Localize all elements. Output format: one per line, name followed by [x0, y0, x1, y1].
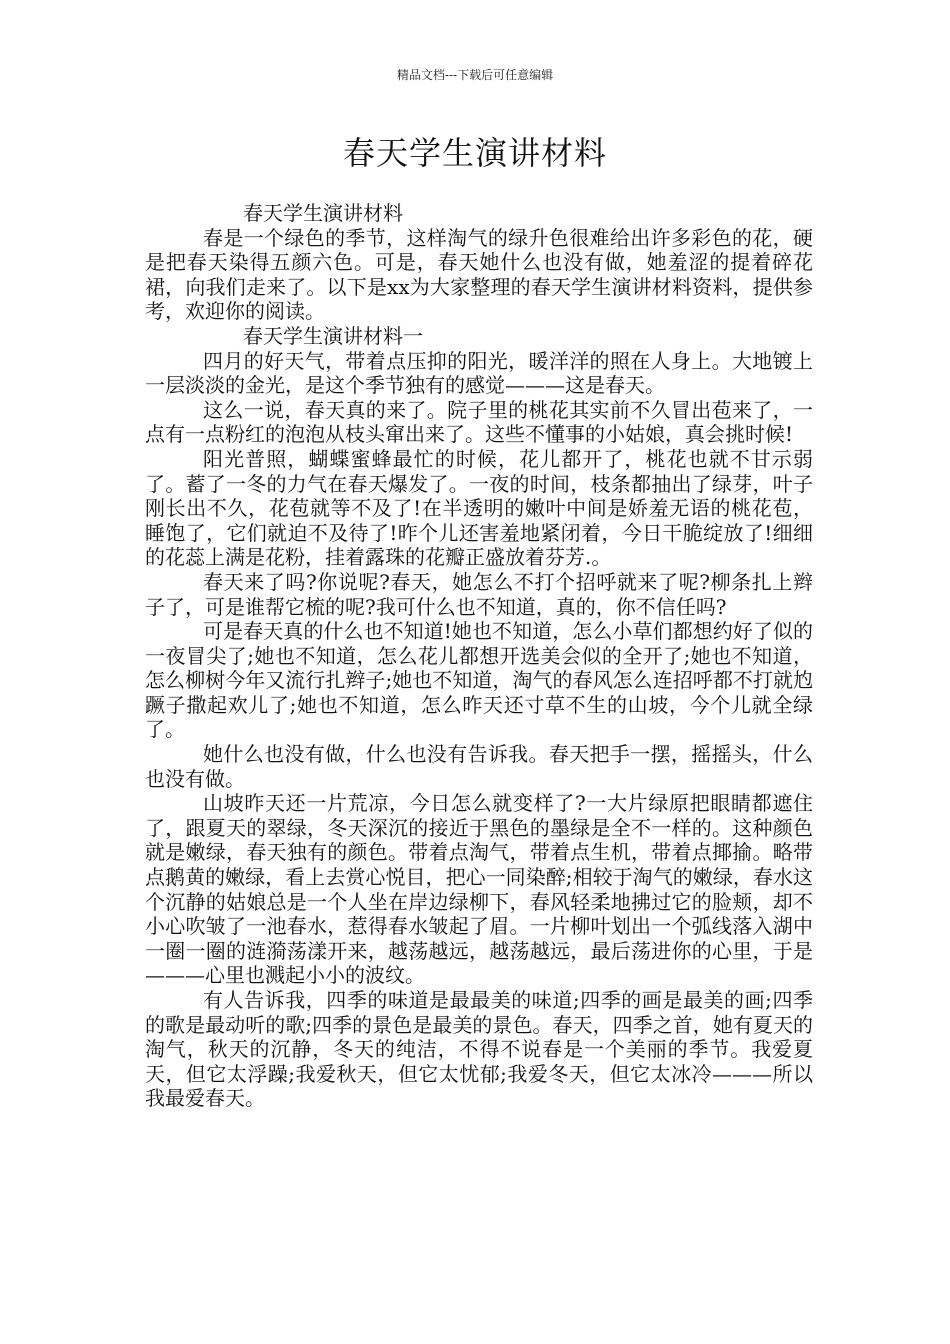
paragraph: 山坡昨天还一片荒凉，今日怎么就变样了?一大片绿原把眼睛都遮住了，跟夏天的翠绿，冬天深沉的接近于黑色的墨绿是全不一样的。这种颜色就是嫩绿，春天独有的颜色。带着点淘气，带着点生机，带着点揶揄。略带点鹅黄的嫩绿，看上去赏心悦目，把心一同染醉;相较于淘气的嫩绿，春水这个沉静的姑娘总是一个人坐在岸边绿柳下，春风轻柔地拂过它的脸颊，却不小心吹皱了一池春水，惹得春水皱起了眉。一片柳叶划出一个弧线落入湖中一圈一圈的涟漪荡漾开来，越荡越远，越荡越远，最后荡进你的心里，于是———心里也溅起小小的波纹。: [145, 791, 813, 988]
paragraph: 她什么也没有做，什么也没有告诉我。春天把手一摆，摇摇头，什么也没有做。: [145, 742, 813, 791]
page-header: 精品文档---下载后可任意编辑: [396, 68, 554, 82]
subheading: 春天学生演讲材料一: [243, 323, 423, 348]
paragraph: 有人告诉我，四季的味道是最最美的味道;四季的画是最美的画;四季的歌是最动听的歌;四季的景色是最美的景色。春天，四季之首，她有夏天的淘气，秋天的沉静，冬天的纯洁，不得不说春是一个美丽的季节。我爱夏天，但它太浮躁;我爱秋天，但它太忧郁;我爱冬天，但它太冰冷———所以我最爱春天。: [145, 988, 813, 1111]
paragraph: 四月的好天气，带着点压抑的阳光，暖洋洋的照在人身上。大地镀上一层淡淡的金光，是这个季节独有的感觉———这是春天。: [145, 348, 813, 398]
paragraph: 阳光普照，蝴蝶蜜蜂最忙的时候，花儿都开了，桃花也就不甘示弱了。蓄了一冬的力气在春天爆发了。一夜的时间，枝条都抽出了绿芽，叶子刚长出不久，花苞就等不及了!在半透明的嫩叶中间是娇羞无语的桃花苞，睡饱了，它们就迫不及待了!昨个儿还害羞地紧闭着，今日干脆绽放了!细细的花蕊上满是花粉，挂着露珠的花瓣正盛放着芬芳.。: [145, 446, 813, 570]
paragraph: 春是一个绿色的季节，这样淘气的绿升色很难给出许多彩色的花，硬是把春天染得五颜六色。可是，春天她什么也没有做，她羞涩的提着碎花裙，向我们走来了。以下是xx为大家整理的春天学生演讲材料资料，提供参考，欢迎你的阅读。: [145, 225, 813, 324]
paragraph: 可是春天真的什么也不知道!她也不知道，怎么小草们都想约好了似的一夜冒尖了;她也不知道，怎么花儿都想开选美会似的全开了;她也不知道，怎么柳树今年又流行扎辫子;她也不知道，淘气的春风怎么连招呼都不打就尥蹶子撒起欢儿了;她也不知道，怎么昨天还寸草不生的山坡，今个儿就全绿了。: [145, 619, 813, 742]
subheading: 春天学生演讲材料: [243, 201, 403, 225]
paragraph: 春天来了吗?你说呢?春天，她怎么不打个招呼就来了呢?柳条扎上辫子了，可是谁帮它梳的呢?我可什么也不知道，真的，你不信任吗?: [145, 569, 813, 619]
document-body: [145, 201, 813, 1111]
paragraph: 这么一说，春天真的来了。院子里的桃花其实前不久冒出苞来了，一点有一点粉红的泡泡从枝头窜出来了。这些不懂事的小姑娘，真会挑时候!: [145, 397, 813, 447]
document-title: 春天学生演讲材料: [342, 134, 607, 172]
